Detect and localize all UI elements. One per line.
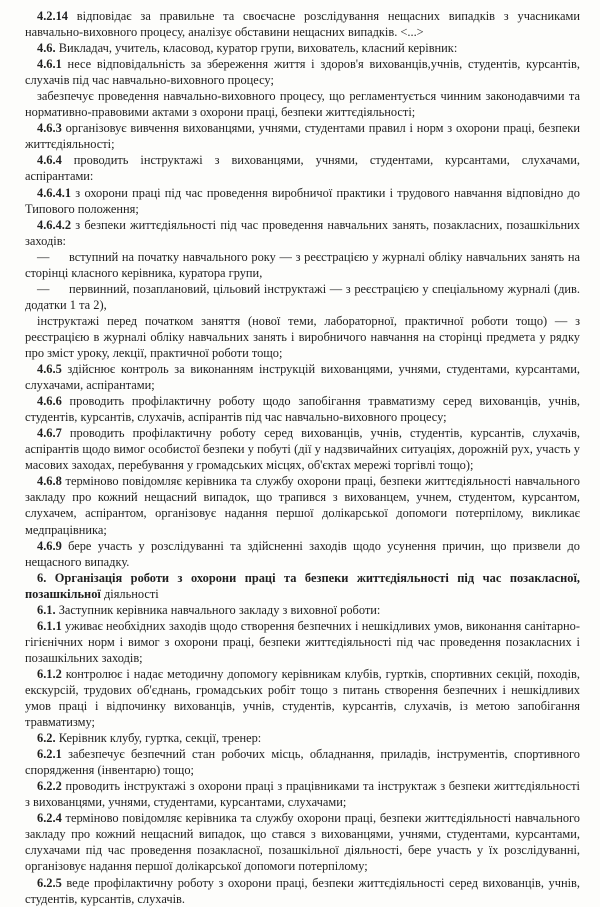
clause-number: 4.6.4.2 <box>37 217 72 232</box>
paragraph-6-1 <box>25 602 580 618</box>
section-heading: 6. Організація роботи з охорони праці та безпеки життєдіяльності під час позакласної, позашкільної <box>25 570 580 601</box>
clause-text: Викладач, учитель, класовод, куратор групи, вихователь, класний керівник: <box>55 41 458 56</box>
clause-text: з охорони праці під час проведення виробничої практики і трудового навчання відповідно до Типового положення; <box>25 185 580 216</box>
clause-number: 4.6.6 <box>37 394 62 409</box>
list-item-dash <box>25 249 580 281</box>
paragraph-4-6-1 <box>25 56 580 88</box>
clause-text: терміново повідомляє керівника та службу охорони праці, безпеки життєдіяльності навчального закладу про кожний нещасний випадок, що трапився з вихованцем, учнем, студентом, курсантом, слухачем, аспірантом, організовує надання першої долікарської допомоги потерпілому, викликає медпрацівника; <box>25 474 580 537</box>
clause-number: 6.1.2 <box>37 666 62 681</box>
paragraph-6-1-2 <box>25 666 580 730</box>
paragraph-unnumbered <box>25 88 580 120</box>
paragraph-4-6-8 <box>25 473 580 537</box>
paragraph-4-6-4 <box>25 152 580 184</box>
clause-text: Керівник клубу, гуртка, секції, тренер: <box>55 731 262 746</box>
clause-number: 4.6. <box>37 41 56 56</box>
clause-text: проводить профілактичну роботу щодо запобігання травматизму серед вихованців, учнів, студентів, курсантів, слухачів, аспірантів під час навчально-виховного процесу; <box>25 394 580 425</box>
clause-number: 4.6.8 <box>37 474 62 489</box>
clause-text: проводить інструктажі з охорони праці з працівниками та інструктаж з безпеки життєдіяльності з вихованцями, учнями, студентами, курсантами, слухачами; <box>25 779 580 810</box>
clause-number: 6.1.1 <box>37 618 62 633</box>
clause-text: проводить інструктажі з вихованцями, учнями, студентами, курсантами, слухачами, аспірантами: <box>25 153 580 184</box>
clause-text: терміново повідомляє керівника та службу охорони праці, безпеки життєдіяльності навчального закладу про кожний нещасний випадок, що стався з вихованцями, учнями, студентами, курсантами, слухачами під час проведення позакласної, позашкільної діяльності, бере участь у їх розслідуванні, організовує надання першої долікарської допомоги потерпілому; <box>25 811 580 874</box>
clause-text: уживає необхідних заходів щодо створення безпечних і нешкідливих умов, виконання санітарно-гігієнічних норм і вимог з охорони праці, безпеки життєдіяльності під час проведення позакласних і позашкільних заходів; <box>25 618 580 665</box>
paragraph-6-2-2 <box>25 778 580 810</box>
paragraph-4-6-4-2 <box>25 217 580 249</box>
clause-number: 6.2.4 <box>37 811 62 826</box>
clause-number: 4.6.5 <box>37 362 62 377</box>
paragraph-unnumbered <box>25 313 580 361</box>
list-item-dash <box>25 281 580 313</box>
paragraph-6-2-4 <box>25 810 580 874</box>
clause-number: 4.2.14 <box>37 9 68 23</box>
clause-text: несе відповідальність за збереження життя і здоров'я вихованців,учнів, студентів, курсантів, слухачів під час навчально-виховного процесу; <box>25 57 580 88</box>
clause-number: 4.6.9 <box>37 538 62 553</box>
clause-text: веде профілактичну роботу з охорони праці, безпеки життєдіяльності серед вихованців, учнів, студентів, курсантів, слухачів. <box>25 875 580 906</box>
paragraph-6-2-5 <box>25 875 580 907</box>
clause-number: 4.6.7 <box>37 426 62 441</box>
clause-text: здійснює контроль за виконанням інструкцій вихованцями, учнями, студентами, курсантами, слухачами, аспірантами; <box>25 362 580 393</box>
dash-bullet: — <box>37 281 50 296</box>
clause-number: 6.2. <box>37 731 56 746</box>
paragraph-4-6-3 <box>25 120 580 152</box>
paragraph-4-6 <box>25 40 580 56</box>
clause-text: інструктажі перед початком заняття (нової теми, лабораторної, практичної роботи тощо) — з реєстрацією в журналі обліку навчальних занять і виробничого навчання на сторінці предмета у рядку про зміст уроку, лекції, практичної роботи тощо; <box>25 313 580 360</box>
clause-text: забезпечує проведення навчально-виховного процесу, що регламентується чинним законодавчими та нормативно-правовими актами з охорони праці, безпеки життєдіяльності; <box>25 89 580 120</box>
section-heading-tail: діяльності <box>100 586 159 601</box>
clause-text: бере участь у розслідуванні та здійсненні заходів щодо усунення причин, що призвели до нещасного випадку. <box>25 538 580 569</box>
paragraph-4-6-4-1 <box>25 185 580 217</box>
clause-text: проводить профілактичну роботу серед вихованців, учнів, студентів, курсантів, слухачів, аспірантів щодо вимог особистої безпеки у побуті (дії у надзвичайних ситуаціях, дорожній рух, участь у масових заходах, перебування у громадських місцях, об'єктах мережі торгівлі тощо); <box>25 426 580 473</box>
paragraph-4-6-7 <box>25 425 580 473</box>
clause-number: 4.6.4 <box>37 153 62 168</box>
paragraph-6-1-1 <box>25 618 580 666</box>
paragraph-4-6-9 <box>25 538 580 570</box>
clause-number: 6.2.2 <box>37 779 62 794</box>
clause-text: організовує вивчення вихованцями, учнями, студентами правил і норм з охорони праці, безпеки життєдіяльності; <box>25 121 580 152</box>
clause-text: Заступник керівника навчального закладу з виховної роботи: <box>55 602 381 617</box>
clause-text: контролює і надає методичну допомогу керівникам клубів, гуртків, спортивних секцій, походів, екскурсій, трудових об'єднань, громадських робіт тощо з питань створення безпечних і нешкідливих умов праці і відпочинку вихованців, учнів, студентів, курсантів, слухачів, із метою запобігання травматизму; <box>25 666 580 730</box>
list-item-text: вступний на початку навчального року — з реєстрацією у журналі обліку навчальних занять на сторінці класного керівника, куратора групи, <box>25 249 580 280</box>
paragraph-4-2-14 <box>25 8 580 40</box>
clause-text: з безпеки життєдіяльності під час проведення навчальних занять, позакласних, позашкільних заходів: <box>25 217 580 248</box>
clause-text: забезпечує безпечний стан робочих місць, обладнання, приладів, інструментів, спортивного спорядження (інвентарю) тощо; <box>25 747 580 778</box>
section-heading-6 <box>25 570 580 602</box>
dash-bullet: — <box>37 249 50 264</box>
clause-number: 6.2.5 <box>37 875 62 890</box>
clause-text: відповідає за правильне та своєчасне розслідування нещасних випадків з учасниками навчально-виховного процесу, аналізує обставини нещасних випадків. <...> <box>25 9 580 40</box>
paragraph-6-2 <box>25 730 580 746</box>
clause-number: 6.1. <box>37 602 56 617</box>
list-item-text: первинний, позаплановий, цільовий інструктажі — з реєстрацією у спеціальному журналі (див. додатки 1 та 2), <box>25 281 580 312</box>
clause-number: 6.2.1 <box>37 747 62 762</box>
clause-number: 4.6.4.1 <box>37 185 72 200</box>
document-page <box>25 8 580 907</box>
paragraph-4-6-6 <box>25 393 580 425</box>
paragraph-6-2-1 <box>25 746 580 778</box>
clause-number: 4.6.1 <box>37 57 62 72</box>
clause-number: 4.6.3 <box>37 121 62 136</box>
paragraph-4-6-5 <box>25 361 580 393</box>
